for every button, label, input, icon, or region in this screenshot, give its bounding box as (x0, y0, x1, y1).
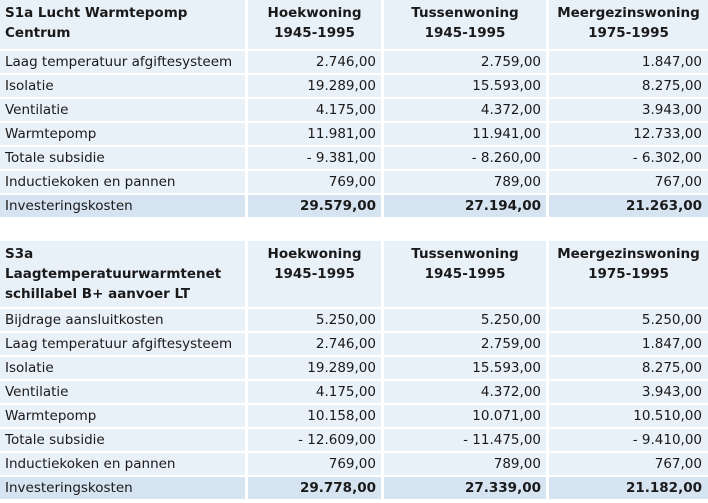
row-label: Laag temperatuur afgiftesysteem (0, 51, 248, 75)
value-hoekwoning: 19.289,00 (248, 357, 384, 381)
value-tussenwoning: 2.759,00 (384, 51, 549, 75)
value-hoekwoning: 2.746,00 (248, 333, 384, 357)
table-row (0, 453, 708, 477)
value-tussenwoning: 27.194,00 (384, 195, 549, 219)
cost-table-s3a (0, 241, 708, 501)
value-hoekwoning: 29.778,00 (248, 477, 384, 501)
row-label: Ventilatie (0, 381, 248, 405)
total-row (0, 477, 708, 501)
table-row (0, 123, 708, 147)
value-tussenwoning: 11.941,00 (384, 123, 549, 147)
row-label: Investeringskosten (0, 477, 248, 501)
table-row (0, 309, 708, 333)
value-tussenwoning: 789,00 (384, 171, 549, 195)
value-hoekwoning: - 12.609,00 (248, 429, 384, 453)
row-label: Inductiekoken en pannen (0, 171, 248, 195)
value-meergezinswoning: 767,00 (549, 171, 708, 195)
value-tussenwoning: 5.250,00 (384, 309, 549, 333)
table-row (0, 429, 708, 453)
value-meergezinswoning: - 9.410,00 (549, 429, 708, 453)
value-tussenwoning: 789,00 (384, 453, 549, 477)
value-hoekwoning: 5.250,00 (248, 309, 384, 333)
value-tussenwoning: 27.339,00 (384, 477, 549, 501)
value-hoekwoning: 29.579,00 (248, 195, 384, 219)
column-header-meergezinswoning: Meergezinswoning 1975-1995 (549, 241, 708, 309)
value-meergezinswoning: 21.182,00 (549, 477, 708, 501)
table-row (0, 381, 708, 405)
table-row (0, 99, 708, 123)
value-hoekwoning: 769,00 (248, 171, 384, 195)
value-meergezinswoning: 21.263,00 (549, 195, 708, 219)
column-header-meergezinswoning: Meergezinswoning 1975-1995 (549, 0, 708, 51)
row-label: Totale subsidie (0, 147, 248, 171)
value-meergezinswoning: - 6.302,00 (549, 147, 708, 171)
column-header-hoekwoning: Hoekwoning 1945-1995 (248, 0, 384, 51)
column-header-hoekwoning: Hoekwoning 1945-1995 (248, 241, 384, 309)
table-header (0, 241, 708, 309)
table-header (0, 0, 708, 51)
value-tussenwoning: 10.071,00 (384, 405, 549, 429)
value-meergezinswoning: 8.275,00 (549, 75, 708, 99)
table-row (0, 51, 708, 75)
row-label: Warmtepomp (0, 405, 248, 429)
value-hoekwoning: 19.289,00 (248, 75, 384, 99)
value-hoekwoning: 10.158,00 (248, 405, 384, 429)
row-label: Isolatie (0, 357, 248, 381)
table-separator (0, 222, 708, 241)
value-tussenwoning: - 8.260,00 (384, 147, 549, 171)
value-meergezinswoning: 1.847,00 (549, 51, 708, 75)
value-meergezinswoning: 12.733,00 (549, 123, 708, 147)
table-row (0, 171, 708, 195)
value-meergezinswoning: 8.275,00 (549, 357, 708, 381)
value-meergezinswoning: 5.250,00 (549, 309, 708, 333)
value-tussenwoning: 15.593,00 (384, 75, 549, 99)
total-row (0, 195, 708, 219)
value-tussenwoning: - 11.475,00 (384, 429, 549, 453)
value-tussenwoning: 2.759,00 (384, 333, 549, 357)
value-hoekwoning: 11.981,00 (248, 123, 384, 147)
value-tussenwoning: 4.372,00 (384, 381, 549, 405)
value-tussenwoning: 15.593,00 (384, 357, 549, 381)
cost-table-s1a (0, 0, 708, 219)
row-label: Isolatie (0, 75, 248, 99)
value-hoekwoning: 4.175,00 (248, 381, 384, 405)
scenario-title: S1a Lucht Warmtepomp Centrum (0, 0, 248, 51)
column-header-tussenwoning: Tussenwoning 1945-1995 (384, 241, 549, 309)
value-meergezinswoning: 10.510,00 (549, 405, 708, 429)
value-meergezinswoning: 1.847,00 (549, 333, 708, 357)
value-hoekwoning: 4.175,00 (248, 99, 384, 123)
table-row (0, 75, 708, 99)
table-row (0, 147, 708, 171)
value-meergezinswoning: 3.943,00 (549, 99, 708, 123)
value-hoekwoning: - 9.381,00 (248, 147, 384, 171)
value-tussenwoning: 4.372,00 (384, 99, 549, 123)
value-hoekwoning: 2.746,00 (248, 51, 384, 75)
value-meergezinswoning: 3.943,00 (549, 381, 708, 405)
value-hoekwoning: 769,00 (248, 453, 384, 477)
row-label: Investeringskosten (0, 195, 248, 219)
table-row (0, 357, 708, 381)
row-label: Inductiekoken en pannen (0, 453, 248, 477)
row-label: Ventilatie (0, 99, 248, 123)
column-header-tussenwoning: Tussenwoning 1945-1995 (384, 0, 549, 51)
row-label: Totale subsidie (0, 429, 248, 453)
scenario-title: S3a Laagtemperatuurwarmtenet schillabel B+ aanvoer LT (0, 241, 248, 309)
row-label: Laag temperatuur afgiftesysteem (0, 333, 248, 357)
value-meergezinswoning: 767,00 (549, 453, 708, 477)
table-row (0, 333, 708, 357)
row-label: Bijdrage aansluitkosten (0, 309, 248, 333)
row-label: Warmtepomp (0, 123, 248, 147)
table-row (0, 405, 708, 429)
